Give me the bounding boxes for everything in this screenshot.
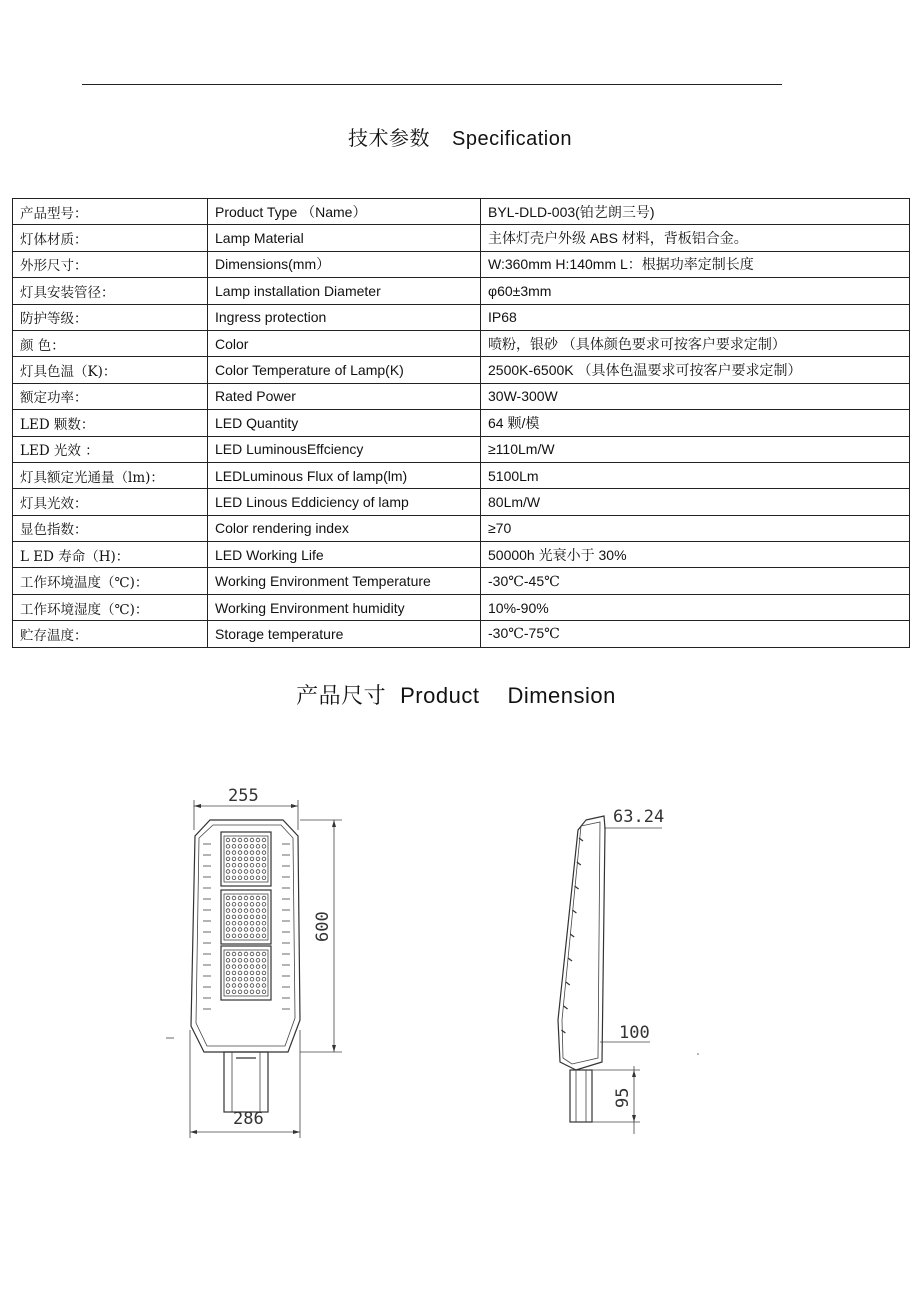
led-module-3: [221, 946, 271, 1000]
spec-row: [13, 568, 910, 594]
side-view: [558, 807, 699, 1134]
spec-row: [13, 251, 910, 277]
spec-row: [13, 278, 910, 304]
dim-side-bottom: 95: [613, 1087, 633, 1108]
spec-label-en: Lamp Material: [208, 225, 481, 251]
spec-label-en: LED Working Life: [208, 542, 481, 568]
spec-value: 5100Lm: [481, 462, 910, 488]
spec-row: [13, 383, 910, 409]
spec-heading-en: Specification: [452, 128, 572, 150]
spec-label-en: Working Environment Temperature: [208, 568, 481, 594]
spec-row: [13, 304, 910, 330]
spec-row: [13, 515, 910, 541]
spec-label-en: Dimensions(mm）: [208, 251, 481, 277]
led-module-2: [221, 890, 271, 944]
spec-label-en: LED LuminousEffciency: [208, 436, 481, 462]
spec-value: 80Lm/W: [481, 489, 910, 515]
spec-value: ≥70: [481, 515, 910, 541]
spec-row: [13, 542, 910, 568]
spec-label-cn: 工作环境湿度（℃)：: [13, 594, 208, 620]
dim-front-width-bottom: 286: [233, 1109, 264, 1129]
spec-row: [13, 489, 910, 515]
spec-row: [13, 621, 910, 647]
spec-value: 喷粉，银砂 （具体颜色要求可按客户要求定制）: [481, 330, 910, 356]
spec-label-cn: L ED 寿命（H)：: [13, 542, 208, 568]
dimension-heading-en2: Dimension: [507, 683, 616, 708]
spec-label-cn: 额定功率：: [13, 383, 208, 409]
spec-label-cn: 灯具光效：: [13, 489, 208, 515]
spec-value: 64 颗/模: [481, 410, 910, 436]
spec-label-cn: 贮存温度：: [13, 621, 208, 647]
spec-label-en: LEDLuminous Flux of lamp(lm): [208, 462, 481, 488]
spec-label-cn: 工作环境温度（℃)：: [13, 568, 208, 594]
product-drawing: [0, 770, 920, 1170]
spec-label-cn: 灯体材质：: [13, 225, 208, 251]
spec-label-en: Lamp installation Diameter: [208, 278, 481, 304]
spec-row: [13, 594, 910, 620]
spec-label-cn: 显色指数：: [13, 515, 208, 541]
spec-label-cn: LED 颗数：: [13, 410, 208, 436]
led-module-1: [221, 832, 271, 886]
spec-heading: [0, 122, 920, 151]
spec-label-cn: LED 光效 ：: [13, 436, 208, 462]
spec-value: 10%-90%: [481, 594, 910, 620]
spec-row: [13, 199, 910, 225]
spec-label-en: Color Temperature of Lamp(K): [208, 357, 481, 383]
dim-side-mid: 100: [619, 1023, 650, 1043]
spec-label-en: Color: [208, 330, 481, 356]
spec-row: [13, 462, 910, 488]
spec-table: [12, 198, 910, 648]
spec-label-cn: 颜 色：: [13, 330, 208, 356]
spec-label-en: Working Environment humidity: [208, 594, 481, 620]
spec-row: [13, 225, 910, 251]
spec-value: BYL-DLD-003(铂艺朗三号): [481, 199, 910, 225]
spec-value: 2500K-6500K （具体色温要求可按客户要求定制）: [481, 357, 910, 383]
spec-label-cn: 灯具额定光通量（lm)：: [13, 462, 208, 488]
spec-value: -30℃-45℃: [481, 568, 910, 594]
dim-front-width-top: 255: [228, 786, 259, 806]
spec-value: 30W-300W: [481, 383, 910, 409]
dimension-heading-cn: 产品尺寸: [296, 684, 387, 709]
spec-label-en: Rated Power: [208, 383, 481, 409]
spec-value: W:360mm H:140mm L：根据功率定制长度: [481, 251, 910, 277]
spec-label-cn: 灯具色温（K)：: [13, 357, 208, 383]
top-rule: [82, 84, 782, 85]
dim-side-top: 63.24: [613, 807, 665, 827]
spec-label-en: LED Linous Eddiciency of lamp: [208, 489, 481, 515]
spec-label-en: LED Quantity: [208, 410, 481, 436]
spec-value: φ60±3mm: [481, 278, 910, 304]
spec-value: 主体灯壳户外级 ABS 材料，背板铝合金。: [481, 225, 910, 251]
front-view: [166, 786, 342, 1138]
spec-row: [13, 436, 910, 462]
spec-value: 50000h 光衰小于 30%: [481, 542, 910, 568]
spec-value: IP68: [481, 304, 910, 330]
spec-label-cn: 外形尺寸：: [13, 251, 208, 277]
dimension-heading-en1: Product: [400, 683, 480, 708]
spec-row: [13, 330, 910, 356]
spec-label-cn: 防护等级：: [13, 304, 208, 330]
spec-heading-cn: 技术参数: [348, 126, 431, 150]
spec-label-cn: 产品型号：: [13, 199, 208, 225]
spec-value: ≥110Lm/W: [481, 436, 910, 462]
spec-label-en: Storage temperature: [208, 621, 481, 647]
spec-label-en: Color rendering index: [208, 515, 481, 541]
spec-label-cn: 灯具安装管径：: [13, 278, 208, 304]
spec-label-en: Product Type （Name）: [208, 199, 481, 225]
dim-front-height: 600: [313, 911, 333, 942]
spec-row: [13, 410, 910, 436]
spec-row: [13, 357, 910, 383]
spec-label-en: Ingress protection: [208, 304, 481, 330]
spec-value: -30℃-75℃: [481, 621, 910, 647]
dimension-heading: [0, 679, 916, 710]
